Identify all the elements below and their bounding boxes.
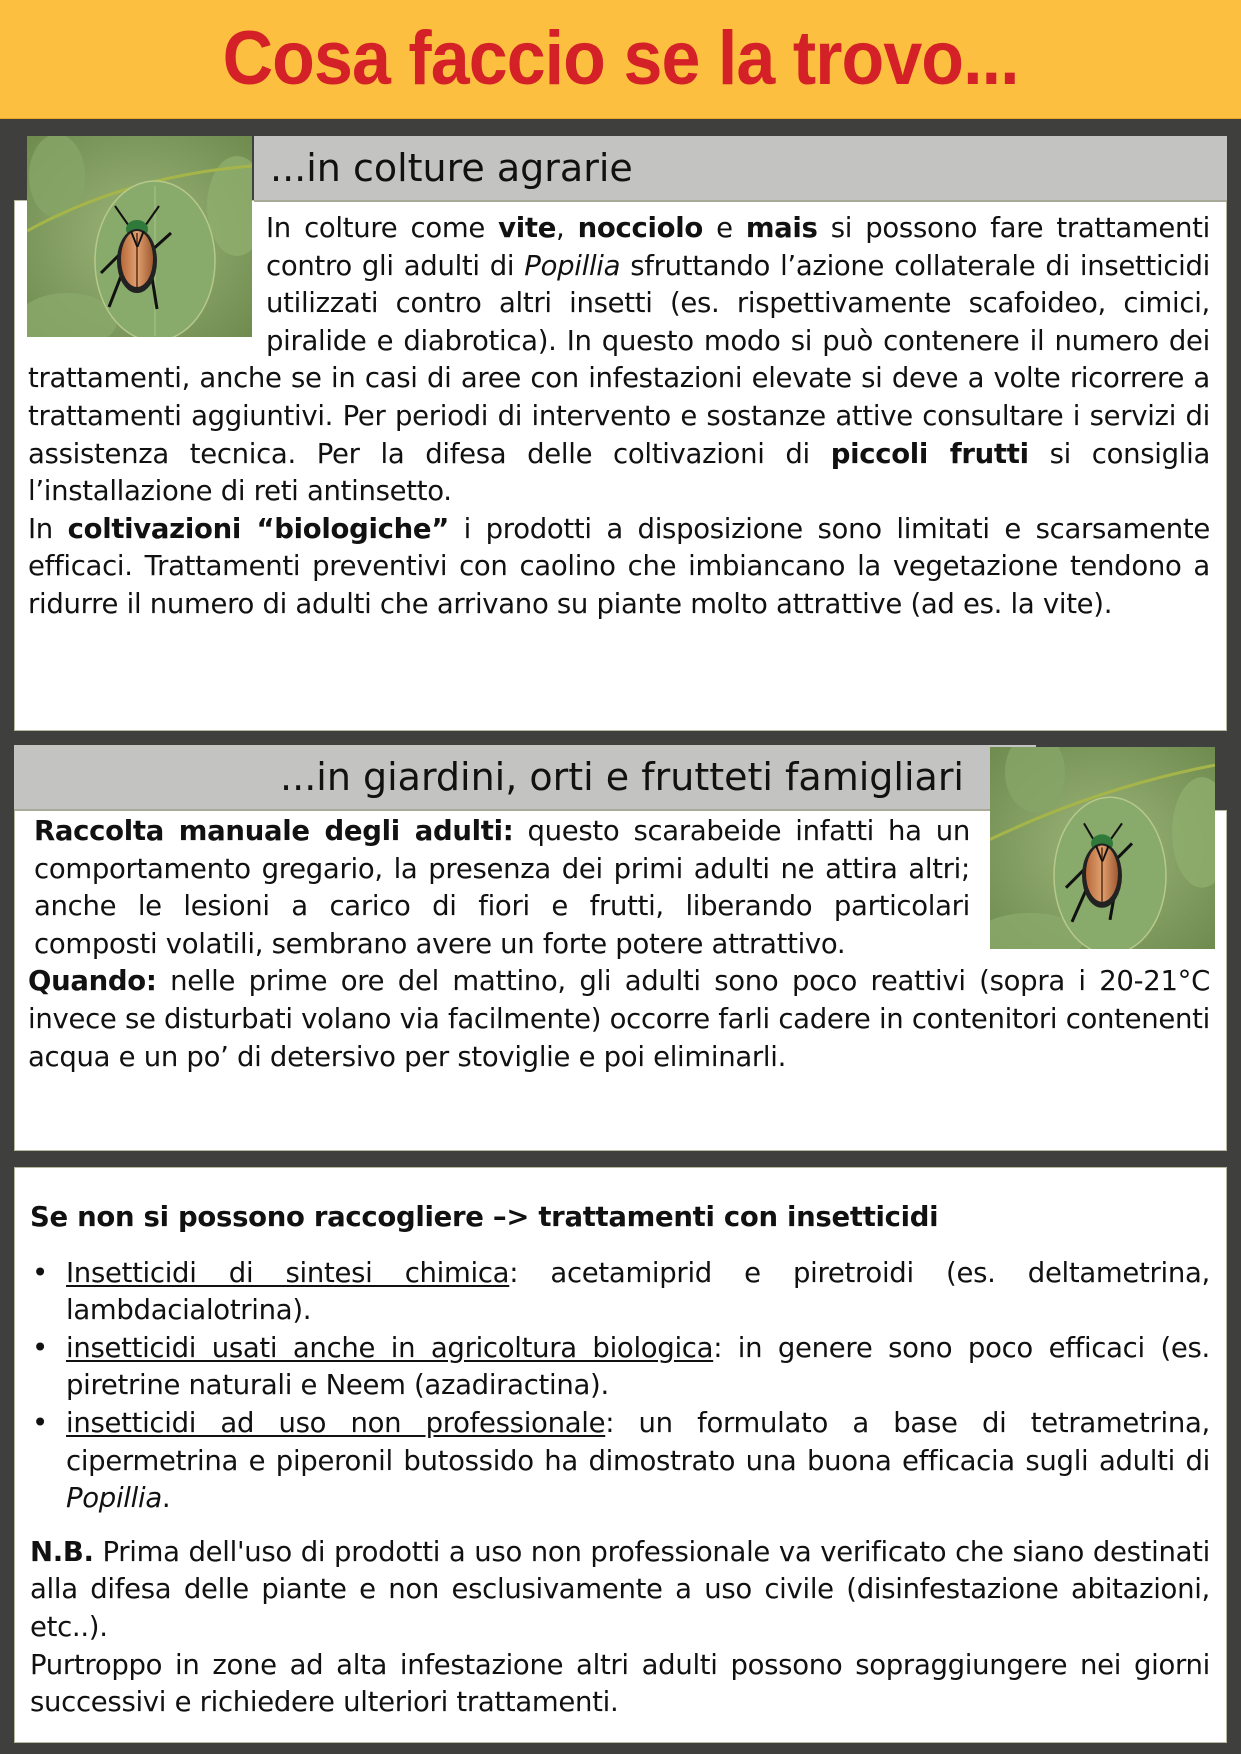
keyword-vite: vite: [498, 212, 557, 244]
crops-intro-paragraph: In colture come vite, nocciolo e mais si possono fare trattamenti contro gli adulti di Popillia sfruttando l’azione collaterale di insetticidi utilizzati contro altri insetti (es. rispettivamente scafoideo, cimici, piralide e diabrotica). In questo modo si può contenere il numero dei trattamenti, anche se in casi di aree con infestazioni elevate si deve a volte ricorrere a trattamenti aggiuntivi. Per periodi di intervento e sostanze attive consultare i servizi di assistenza tecnica. Per la difesa delle coltivazioni di piccoli frutti si consiglia l’installazione di reti antinsetto.: [28, 212, 1211, 508]
when-paragraph: Quando: nelle prime ore del mattino, gli adulti sono poco reattivi (sopra i 20-21°C invece se disturbati volano via facilmente) occorre farli cadere in contenitori contenenti acqua e un po’ di detersivo per stoviglie e poi eliminarli.: [28, 965, 1210, 1073]
keyword-nocciolo: nocciolo: [577, 212, 703, 244]
list-item-label: insetticidi usati anche in agricoltura biologica: [66, 1331, 714, 1364]
page-title: Cosa faccio se la trovo...: [222, 16, 1019, 101]
keyword-piccoli-frutti: piccoli frutti: [830, 437, 1029, 470]
note-paragraph: N.B. Prima dell'uso di prodotti a uso non professionale va verificato che siano destinati alla difesa delle piante e non esclusivamente a uso civile (disinfestazione abitazioni, etc..).: [30, 1535, 1210, 1643]
crops-section-title-bar: [254, 136, 1227, 202]
header-banner: [0, 0, 1241, 119]
closing-paragraph: Purtroppo in zone ad alta infestazione altri adulti possono sopraggiungere nei giorni successivi e richiedere ulteriori trattamenti.: [30, 1648, 1210, 1719]
bullet-icon: •: [32, 1256, 48, 1289]
list-item: • Insetticidi di sintesi chimica: acetamiprid e piretroidi (es. deltametrina, lambdacialotrina).: [32, 1256, 1210, 1327]
manual-collection-label: Raccolta manuale degli adulti:: [34, 815, 514, 847]
crops-organic-paragraph: In coltivazioni “biologiche” i prodotti a disposizione sono limitati e scarsamente efficaci. Trattamenti preventivi con caolino che imbiancano la vegetazione tendono a ridurre il numero di adulti che arrivano su piante molto attrattive (ad es. la vite).: [28, 512, 1210, 620]
manual-collection-paragraph: Raccolta manuale degli adulti: questo scarabeide infatti ha un comportamento gregario, la presenza dei primi adulti ne attira altri; anche le lesioni a carico di fiori e frutti, liberando particolari composti volatili, sembrano avere un forte potere attrattivo.: [34, 815, 970, 960]
bullet-icon: •: [32, 1406, 48, 1439]
keyword-mais: mais: [745, 212, 818, 244]
svg-text:V: V: [1095, 841, 1110, 867]
list-item: • insetticidi usati anche in agricoltura biologica: in genere sono poco efficaci (es. piretrine naturali e Neem (azadiractina).: [32, 1331, 1210, 1402]
list-item-label: insetticidi ad uso non professionale: [66, 1406, 606, 1439]
svg-text:V: V: [130, 227, 145, 252]
insecticides-list: [30, 1255, 1210, 1518]
note-label: N.B.: [30, 1535, 94, 1568]
gardens-section-title: ...in giardini, orti e frutteti famigliari: [280, 755, 964, 799]
crops-section-body: [28, 210, 1210, 624]
insecticides-heading: Se non si possono raccogliere –> trattamenti con insetticidi: [30, 1201, 939, 1233]
species-name: Popillia: [524, 249, 621, 282]
species-name: Popillia: [66, 1482, 162, 1515]
insecticides-section-body: [30, 1199, 1210, 1722]
when-label: Quando:: [28, 965, 157, 998]
bullet-icon: •: [32, 1331, 48, 1364]
list-item-label: Insetticidi di sintesi chimica: [66, 1256, 510, 1289]
list-item: • insetticidi ad uso non professionale: un formulato a base di tetrametrina, cipermetrina e piperonil butossido ha dimostrato una buona efficacia sugli adulti di Popillia.: [32, 1406, 1210, 1515]
gardens-section-body: [28, 813, 1210, 1076]
keyword-biologiche: coltivazioni “biologiche”: [67, 512, 449, 545]
crops-section-title: ...in colture agrarie: [270, 146, 633, 190]
gardens-section-title-bar: [14, 745, 1036, 811]
